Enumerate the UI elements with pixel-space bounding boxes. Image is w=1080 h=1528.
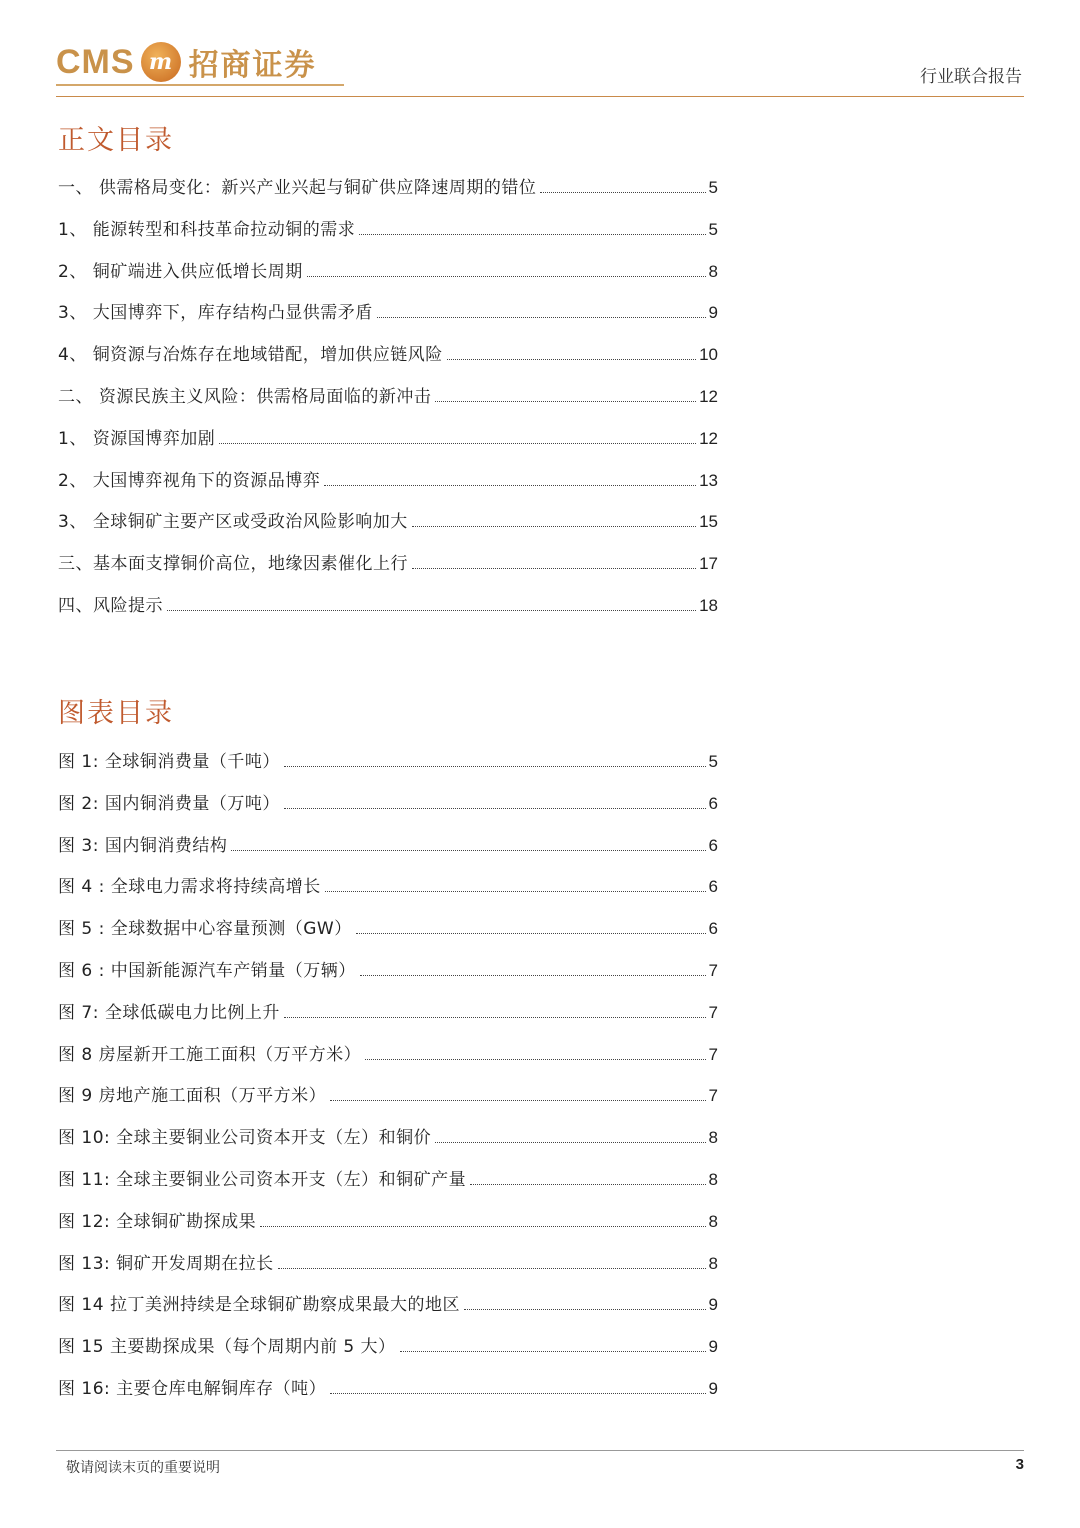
figure-entry-page: 8 [708,1128,718,1148]
toc-entry-label: 4、 铜资源与冶炼存在地域错配，增加供应链风险 [58,345,443,366]
dot-leader [284,766,706,767]
figure-entry[interactable] [58,831,718,873]
dot-leader [400,1351,706,1352]
figure-entry-label: 图 3: 国内铜消费结构 [58,835,228,856]
figure-entry[interactable] [58,1123,718,1165]
logo-cms-text: CMS [56,42,135,81]
figure-entry-label: 图 12: 全球铜矿勘探成果 [58,1211,257,1232]
toc-entry-page: 10 [699,345,718,365]
toc-entry-page: 13 [699,470,718,490]
toc-entry-page: 5 [708,178,718,197]
toc-list [58,173,718,633]
figure-entry-label: 图 1: 全球铜消费量（千吨） [58,752,280,772]
figure-entry-label: 图 8 房屋新开工施工面积（万平方米） [58,1044,362,1065]
figure-entry[interactable] [58,1290,718,1332]
toc-entry-label: 1、 能源转型和科技革命拉动铜的需求 [58,219,356,240]
figure-entry[interactable] [58,1081,718,1123]
toc-entry-label: 2、 铜矿端进入供应低增长周期 [58,261,303,282]
figure-entry[interactable] [58,872,718,914]
toc-entry[interactable] [58,549,718,591]
toc-entry-label: 一、 供需格局变化：新兴产业兴起与铜矿供应降速周期的错位 [58,178,537,198]
figure-entry-page: 6 [708,877,718,897]
figure-entry[interactable] [58,1040,718,1082]
dot-leader [377,317,706,318]
footer-note: 敬请阅读末页的重要说明 [66,1460,220,1476]
figure-entry-page: 6 [708,835,718,855]
dot-leader [412,526,696,527]
figure-entry-page: 8 [708,1253,718,1273]
figure-entry-label: 图 9 房地产施工面积（万平方米） [58,1086,327,1107]
figure-entry-label: 图 11: 全球主要铜业公司资本开支（左）和铜矿产量 [58,1169,467,1190]
figure-entry-label: 图 13: 铜矿开发周期在拉长 [58,1253,274,1274]
dot-leader [360,975,706,976]
figure-entry-page: 6 [708,793,718,813]
toc-entry-page: 17 [699,554,718,574]
figure-entry-page: 5 [708,752,718,771]
logo-emblem-icon: m [141,42,181,82]
figure-entry[interactable] [58,1374,718,1416]
dot-leader [330,1393,705,1394]
toc-entry[interactable] [58,298,718,340]
figure-entry-page: 8 [708,1169,718,1189]
toc-title: 正文目录 [58,125,174,156]
figure-entry-page: 9 [708,1337,718,1357]
dot-leader [412,568,696,569]
dot-leader [307,276,706,277]
figure-entry[interactable] [58,747,718,789]
dot-leader [359,234,705,235]
toc-entry-page: 12 [699,386,718,406]
dot-leader [284,808,706,809]
figures-title: 图表目录 [58,698,174,729]
toc-entry-page: 8 [708,261,718,281]
figure-entry[interactable] [58,789,718,831]
dot-leader [260,1226,705,1227]
figure-entry-label: 图 2: 国内铜消费量（万吨） [58,793,280,814]
report-type: 行业联合报告 [920,67,1022,87]
toc-entry[interactable] [58,424,718,466]
figure-entry-label: 图 14 拉丁美洲持续是全球铜矿勘察成果最大的地区 [58,1295,460,1316]
figure-entry-page: 7 [708,1086,718,1106]
toc-entry-page: 5 [708,219,718,239]
toc-entry-label: 四、风险提示 [58,595,163,616]
toc-entry-page: 9 [708,303,718,323]
figure-entry-label: 图 10: 全球主要铜业公司资本开支（左）和铜价 [58,1128,432,1149]
toc-entry[interactable] [58,340,718,382]
dot-leader [330,1100,705,1101]
figure-entry-page: 9 [708,1378,718,1398]
figure-entry-label: 图 16: 主要仓库电解铜库存（吨） [58,1378,327,1399]
figure-entry-label: 图 4 : 全球电力需求将持续高增长 [58,877,321,898]
toc-entry-label: 二、 资源民族主义风险：供需格局面临的新冲击 [58,386,432,407]
figure-entry-page: 6 [708,919,718,939]
figure-entry[interactable] [58,1332,718,1374]
figure-entry-label: 图 7: 全球低碳电力比例上升 [58,1002,280,1023]
company-logo [56,40,317,84]
toc-entry-page: 15 [699,512,718,532]
figure-entry[interactable] [58,1207,718,1249]
dot-leader [167,610,696,611]
dot-leader [325,891,706,892]
page-number: 3 [1015,1456,1024,1473]
dot-leader [447,359,696,360]
dot-leader [278,1268,706,1269]
toc-entry-label: 三、基本面支撑铜价高位，地缘因素催化上行 [58,554,408,575]
page-header [0,0,1080,100]
toc-entry-page: 12 [699,428,718,448]
figure-entry[interactable] [58,1249,718,1291]
toc-entry-label: 3、 大国博弈下，库存结构凸显供需矛盾 [58,303,373,324]
toc-entry-page: 18 [699,595,718,615]
dot-leader [435,1142,705,1143]
toc-entry[interactable] [58,257,718,299]
dot-leader [435,401,696,402]
figure-entry[interactable] [58,998,718,1040]
figure-entry[interactable] [58,1165,718,1207]
figure-entry-label: 图 6 : 中国新能源汽车产销量（万辆） [58,960,356,981]
figure-entry-page: 9 [708,1295,718,1315]
toc-entry[interactable] [58,382,718,424]
figure-entry-page: 7 [708,1002,718,1022]
logo-chinese-text: 招商证券 [188,48,317,83]
toc-entry[interactable] [58,466,718,508]
figure-entry-page: 8 [708,1211,718,1231]
dot-leader [365,1059,705,1060]
toc-entry-label: 2、 大国博弈视角下的资源品博弈 [58,470,321,491]
dot-leader [324,485,696,486]
toc-entry-label: 3、 全球铜矿主要产区或受政治风险影响加大 [58,512,408,533]
figure-entry-page: 7 [708,1044,718,1064]
dot-leader [470,1184,705,1185]
toc-entry[interactable] [58,507,718,549]
figure-list [58,747,718,1416]
toc-entry[interactable] [58,215,718,257]
toc-entry-label: 1、 资源国博弈加剧 [58,428,216,449]
toc-entry[interactable] [58,173,718,215]
dot-leader [464,1309,706,1310]
figure-entry[interactable] [58,914,718,956]
figure-entry-label: 图 15 主要勘探成果（每个周期内前 5 大） [58,1337,396,1358]
logo-underline [56,84,344,86]
footer-divider [56,1450,1024,1451]
dot-leader [219,443,696,444]
toc-entry[interactable] [58,591,718,633]
dot-leader [231,850,705,851]
dot-leader [284,1017,706,1018]
figure-entry-label: 图 5 : 全球数据中心容量预测（GW） [58,919,352,940]
figure-entry[interactable] [58,956,718,998]
dot-leader [356,933,706,934]
dot-leader [540,192,705,193]
header-divider [56,96,1024,97]
figure-entry-page: 7 [708,960,718,980]
